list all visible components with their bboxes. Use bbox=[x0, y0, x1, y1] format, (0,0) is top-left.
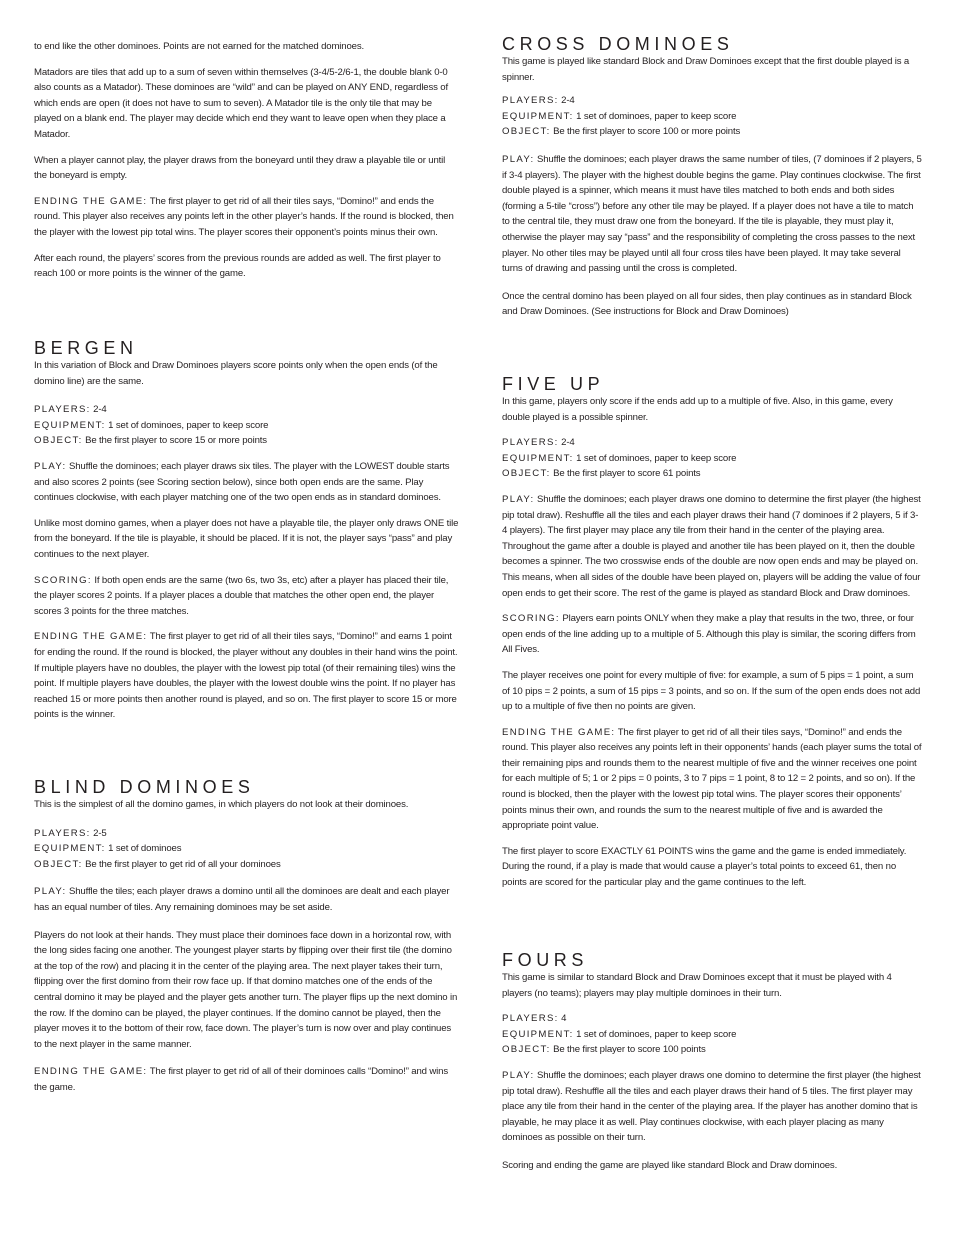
object-line: OBJECT: Be the first player to score 61 points bbox=[502, 468, 701, 480]
section-heading: BERGEN bbox=[34, 338, 138, 358]
paragraph: Players do not look at their hands. They must place their dominoes face down in a horizontal row, with the long sides facing one another. The youngest player starts by flipping over their first tile (the domino at the top of the row) and placing it in the center of the playing area. The next player takes their turn, flipping over the first domino from their row face up. If that domino matches one of the ends of the central domino it may be played and the player gets another turn. The player flips up the next domino in the row. If the domino can be played, the player continues. If the domino cannot be played, then the player moves it to the bottom of their row, face down. The player’s turn is now over and play continues to the next player in the same manner. bbox=[34, 929, 458, 1050]
players-line: PLAYERS: 2-4 bbox=[502, 95, 575, 107]
paragraph: PLAY: Shuffle the tiles; each player draws a domino until all the dominoes are dealt and each player has an equal number of tiles. Any remaining dominoes may be set aside. bbox=[34, 886, 450, 913]
paragraph: The player receives one point for every multiple of five: for example, a sum of 5 pips = 1 point, a sum of 10 pips = 2 points, a sum of 15 pips = 3 points, and so on. If the sum of the open ends does not add up to a multiple of five then no points are given. bbox=[502, 669, 921, 713]
paragraph: PLAY: Shuffle the dominoes; each player draws one domino to determine the first player (the highest pip total draw). Reshuffle all the tiles and each player draws their hand (7 dominoes if 2 players, 5 if 3-4 players). The first player may place any tile from their hand in the center of the playing area. Throughout the game after a double is played and another tile has been played on it, then the double becomes a spinner. The two crosswise ends of the double are now open ends and may be played on. This means, when all sides of the double have been played on, players will be adding the value of four open ends to get their score. The rest of the game is played as standard Block and Draw dominoes. bbox=[502, 493, 921, 599]
paragraph: Matadors are tiles that add up to a sum of seven within themselves (3-4/5-2/6-1, the double blank 0-0 also counts as a Matador). These dominoes are “wild” and can be played on ANY END, regardless of which ends are open (it does not have to sum to seven). A Matador tile is the only tile that may be played on a blank end. The player may decide which end they want to leave open when they place a Matador. bbox=[34, 66, 448, 140]
five-up-section bbox=[502, 374, 922, 891]
section-heading: BLIND DOMINOES bbox=[34, 777, 255, 797]
fours-section bbox=[502, 950, 922, 1174]
object-line: OBJECT: Be the first player to score 15 or more points bbox=[34, 435, 267, 447]
blind-dominoes-section bbox=[34, 777, 459, 1096]
paragraph: Unlike most domino games, when a player does not have a playable tile, the player only draws ONE tile from the boneyard. If the tile is playable, it should be placed. If it is not, the player says “pass” and play continues to the next player. bbox=[34, 517, 459, 560]
paragraph: When a player cannot play, the player draws from the boneyard until they draw a playable tile or until the boneyard is empty. bbox=[34, 154, 446, 182]
players-line: PLAYERS: 4 bbox=[502, 1013, 567, 1025]
paragraph: Once the central domino has been played on all four sides, then play continues as in standard Block and Draw Dominoes. (See instructions for Block and Draw Dominoes) bbox=[502, 290, 912, 318]
paragraph: ENDING THE GAME: The first player to get rid of all their tiles says, “Domino!” and earns 1 point for ending the round. If the round is blocked, the player without any doubles in their hand wins the point. If multiple players have no doubles, the player with the lowest pip total (of their remaining tiles) wins the point. If multiple players have doubles, the player with the lowest double wins the point. If no player has reached 15 or more points then another round is played, and so on. The first player to score 15 or more points is the winner. bbox=[34, 631, 458, 721]
paragraph: SCORING: Players earn points ONLY when they make a play that results in the two, three, or four open ends of the line adding up to a multiple of 5. Although this play is similar, the scoring differs from All Fives. bbox=[502, 613, 916, 656]
paragraph: Scoring and ending the game are played like standard Block and Draw dominoes. bbox=[502, 1159, 838, 1171]
section-heading: CROSS DOMINOES bbox=[502, 34, 734, 54]
paragraph: PLAY: Shuffle the dominoes; each player draws the same number of tiles, (7 dominoes if 2 players, 5 if 3-4 players). The player with the highest double begins the game. Play continues clockwise. The first double played is a spinner, which means it must have tiles matched to both ends and both sides (forming a 5-tile “cross”) before any other tile may be played. If a player does not have a tile to match to the central tile, they must draw one from the boneyard. If the tile is playable, they must play it, otherwise the player may say “pass” and the responsibility of completing the cross passes to the next player. No other tiles may be played until all four cross tiles have been played. It may take several turns of drawing and passing until the cross is completed. bbox=[502, 153, 922, 275]
label: ENDING THE GAME: bbox=[34, 195, 148, 207]
paragraph: PLAY: Shuffle the dominoes; each player draws one domino to determine the first player (the highest pip total draw). Reshuffle all the tiles and each player draws their hand of 5 tiles. The first player may place any tile from their hand in the center of the playing area. If the player has another domino that is playable, he may place it as well. Play continues clockwise, with each player placing as many dominoes as possible on their turn. bbox=[502, 1069, 921, 1144]
paragraph: The first player to score EXACTLY 61 POINTS wins the game and the game is ended immediately. During the round, if a play is made that would cause a player’s total points to exceed 61, then no points are scored for the particular play and the game continues to the left. bbox=[502, 845, 907, 889]
paragraph: SCORING: If both open ends are the same (two 6s, two 3s, etc) after a player has placed their tile, the player scores 2 points. If a player places a double that matches the other open end, the player scores 3 points for the three matches. bbox=[34, 574, 449, 617]
cross-dominoes-section bbox=[502, 34, 922, 320]
equipment-line: EQUIPMENT: 1 set of dominoes, paper to keep score bbox=[502, 452, 737, 464]
paragraph: This is the simplest of all the domino games, in which players do not look at their dominoes. bbox=[34, 799, 409, 810]
paragraph: to end like the other dominoes. Points are not earned for the matched dominoes. bbox=[34, 41, 365, 52]
equipment-line: EQUIPMENT: 1 set of dominoes, paper to keep score bbox=[502, 110, 737, 122]
players-line: PLAYERS: 2-4 bbox=[34, 404, 107, 416]
paragraph: ENDING THE GAME: The first player to get rid of all of their dominoes calls “Domino!” and wins the game. bbox=[34, 1066, 448, 1093]
players-line: PLAYERS: 2-4 bbox=[502, 437, 575, 449]
paragraph: This game is similar to standard Block and Draw Dominoes except that it must be played with 4 players (no teams); players may play multiple dominoes in their turn. bbox=[502, 972, 892, 999]
equipment-line: EQUIPMENT: 1 set of dominoes, paper to keep score bbox=[502, 1028, 737, 1040]
object-line: OBJECT: Be the first player to score 100 points bbox=[502, 1044, 706, 1056]
paragraph: In this game, players only score if the ends add up to a multiple of five. Also, in this game, every double played is a possible spinner. bbox=[502, 396, 893, 423]
paragraph: ENDING THE GAME: The first player to get rid of all their tiles says, “Domino!” and ends the round. This player also receives any points left in the other player’s hands. If the round is blocked, then the player with the lowest pip total wins. The player scores their opponent’s points minus their own. bbox=[34, 195, 454, 238]
object-line: OBJECT: Be the first player to score 100 or more points bbox=[502, 126, 741, 138]
paragraph: This game is played like standard Block and Draw Dominoes except that the first double played is a spinner. bbox=[502, 56, 910, 83]
equipment-line: EQUIPMENT: 1 set of dominoes bbox=[34, 843, 182, 855]
players-line: PLAYERS: 2-5 bbox=[34, 827, 107, 839]
paragraph: After each round, the players’ scores from the previous rounds are added as well. The first player to reach 100 or more points is the winner of the game. bbox=[34, 252, 441, 280]
paragraph: PLAY: Shuffle the dominoes; each player draws six tiles. The player with the LOWEST double starts and also scores 2 points (see Scoring section below), since both open ends are the same. Play continues clockwise, with each player matching one of the two open ends as in standard dominoes. bbox=[34, 460, 450, 504]
section-heading: FOURS bbox=[502, 950, 588, 970]
object-line: OBJECT: Be the first player to get rid of all your dominoes bbox=[34, 858, 281, 870]
paragraph: In this variation of Block and Draw Dominoes players score points only when the open ends (of the domino line) are the same. bbox=[34, 360, 438, 387]
equipment-line: EQUIPMENT: 1 set of dominoes, paper to keep score bbox=[34, 419, 269, 431]
paragraph: ENDING THE GAME: The first player to get rid of all their tiles says, “Domino!” and ends the round. This player also receives any points left in their opponents’ hands (each player sums the total of their remaining pips and rounds them to the nearest multiple of five and the winner receives one point for each multiple of 5; 1 or 2 pips = 0 points, 3 to 7 pips = 1 point, 8 to 12 = 2 points, and so on). If the round is blocked, then the player with the lowest pip total wins. The player scores their opponents’ points minus their own, and rounds the sum to the nearest multiple of five and is awarded the appropriate point value. bbox=[502, 726, 922, 832]
intro-section bbox=[34, 39, 459, 282]
bergen-section bbox=[34, 338, 459, 723]
section-heading: FIVE UP bbox=[502, 374, 605, 394]
